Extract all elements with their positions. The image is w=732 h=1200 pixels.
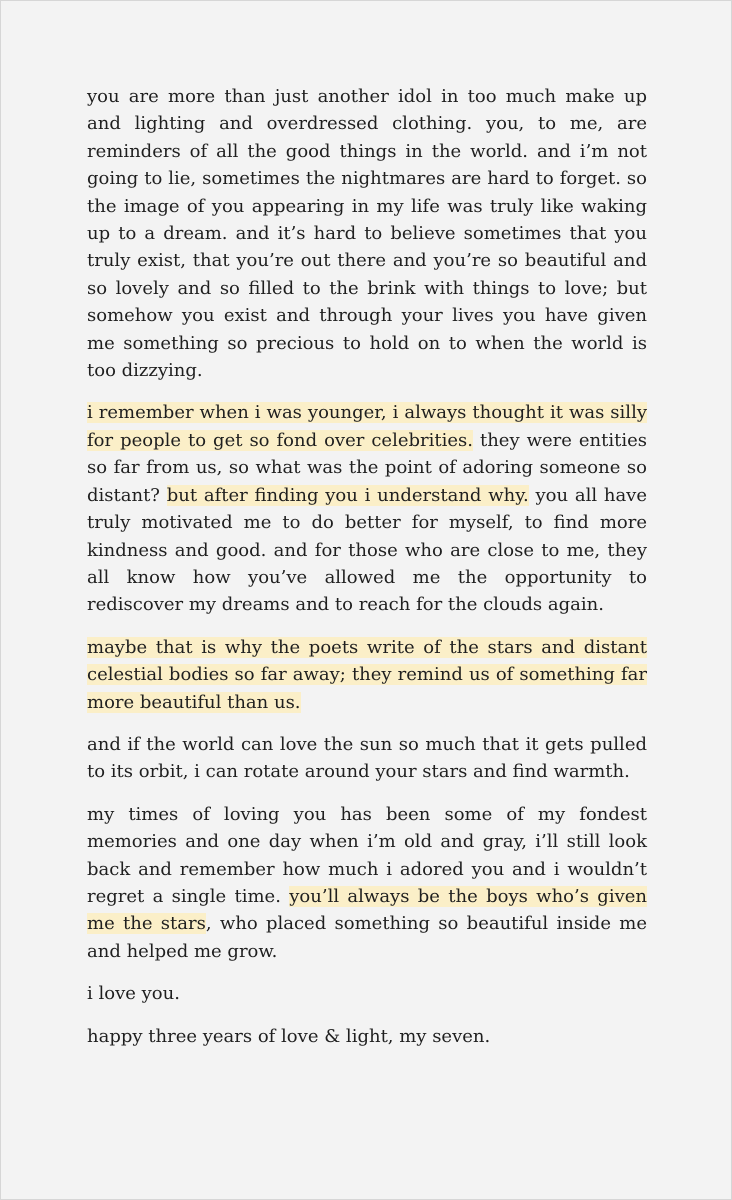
- paragraph-4: [87, 731, 647, 786]
- paragraph-6: [87, 980, 647, 1007]
- text-segment: , who placed something so beautiful inside me and helped me grow.: [87, 913, 647, 962]
- letter-body: [87, 83, 647, 1065]
- highlighted-text: but after finding you i understand why.: [166, 484, 529, 506]
- text-segment: you are more than just another idol in too much make up and lighting and overdressed clothing. you, to me, are reminders of all the good things in the world. and i’m not going to lie, sometimes the nightmares are hard to forget. so the image of you appearing in my life was truly like waking up to a dream. and it’s hard to believe sometimes that you truly exist, that you’re out there and you’re so beautiful and so lovely and so filled to the brink with things to love; but somehow you exist and through your lives you have given me something so precious to hold on to when the world is too dizzying.: [87, 86, 647, 382]
- text-segment: my times of loving you has been some of my fondest memories and one day when i’m old and gray, i’ll still look back and remember how much i adored you and i wouldn’t regret a single time.: [87, 803, 647, 907]
- paragraph-3: [87, 634, 647, 716]
- text-segment: happy three years of love & light, my seven.: [87, 1025, 491, 1047]
- text-segment: i love you.: [87, 983, 180, 1005]
- paragraph-5: [87, 801, 647, 965]
- highlighted-text: i remember when i was younger, i always thought it was silly for people to get so fond over celebrities.: [87, 402, 647, 451]
- highlighted-text: you’ll always be the boys who’s given me the stars: [87, 885, 647, 935]
- text-segment: they were entities so far from us, so what was the point of adoring someone so distant?: [87, 429, 648, 506]
- paragraph-2: [87, 399, 647, 618]
- text-segment: you all have truly motivated me to do better for myself, to find more kindness and good. and for those who are close to me, they all know how you’ve allowed me the opportunity to rediscover my dreams and to reach for the clouds again.: [87, 484, 647, 616]
- paragraph-7-sign-off: [87, 1023, 647, 1050]
- text-segment: and if the world can love the sun so much that it gets pulled to its orbit, i can rotate around your stars and find warmth.: [87, 733, 647, 783]
- highlighted-text: maybe that is why the poets write of the stars and distant celestial bodies so far away; they remind us of something far more beautiful than us.: [87, 636, 647, 713]
- paragraph-1: [87, 83, 647, 384]
